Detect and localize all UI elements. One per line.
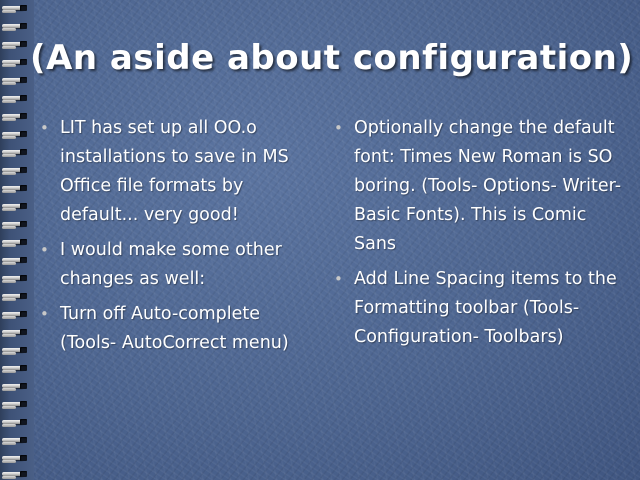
bullet-icon: • [40,241,49,259]
binding-ring-icon [2,400,26,408]
slide-title: (An aside about configuration) [30,38,634,78]
binding-ring-icon [2,130,26,138]
binding-ring-icon [2,328,26,336]
binding-ring-icon [2,436,26,444]
binding-ring-icon [2,364,26,372]
bullet-item [332,114,627,259]
bullet-icon: • [40,305,49,323]
binding-ring-icon [2,382,26,390]
left-bullet-list [38,114,308,364]
binding-ring-icon [2,256,26,264]
bullet-icon: • [334,119,343,137]
right-bullet-list [332,114,627,358]
binding-ring-icon [2,76,26,84]
binding-ring-icon [2,238,26,246]
bullet-text: LIT has set up all OO.o installations to save in MS Office file formats by default... very good! [60,118,289,225]
binding-ring-icon [2,184,26,192]
bullet-text: Turn off Auto-complete (Tools- AutoCorrect menu) [60,304,289,353]
bullet-item [38,300,308,358]
bullet-text: Add Line Spacing items to the Formatting toolbar (Tools- Configuration- Toolbars) [354,269,617,347]
binding-ring-icon [2,202,26,210]
binding-ring-icon [2,418,26,426]
binding-ring-icon [2,4,26,12]
binding-ring-icon [2,94,26,102]
bullet-item [332,265,627,352]
bullet-text: I would make some other changes as well: [60,240,282,289]
bullet-item [38,114,308,230]
binding-ring-icon [2,454,26,462]
binding-ring-icon [2,58,26,66]
binding-ring-icon [2,166,26,174]
binding-ring-icon [2,274,26,282]
binding-ring-icon [2,346,26,354]
bullet-icon: • [40,119,49,137]
binding-ring-icon [2,292,26,300]
spiral-binding [0,0,34,480]
binding-ring-icon [2,112,26,120]
binding-ring-icon [2,220,26,228]
binding-ring-icon [2,310,26,318]
binding-ring-icon [2,40,26,48]
binding-ring-icon [2,470,26,478]
bullet-item [38,236,308,294]
binding-ring-icon [2,148,26,156]
bullet-text: Optionally change the default font: Times New Roman is SO boring. (Tools- Options- Writer- Basic Fonts). This is Comic Sans [354,118,622,254]
bullet-icon: • [334,270,343,288]
binding-ring-icon [2,22,26,30]
